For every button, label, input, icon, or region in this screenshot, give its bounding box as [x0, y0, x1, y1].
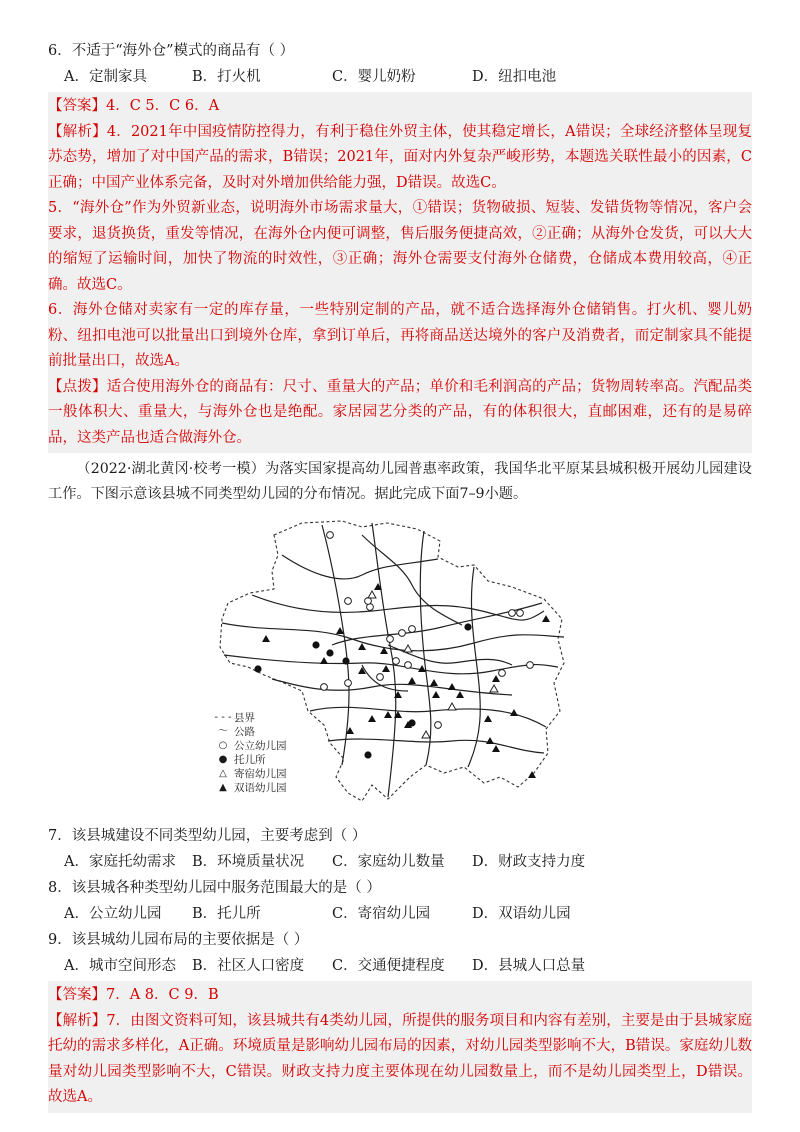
- nursery-markers: [254, 623, 471, 758]
- filled-triangle-icon: ▲: [219, 782, 227, 793]
- question-8-stem: 8．该县城各种类型幼儿园中服务范围最大的是（ ）: [48, 880, 381, 896]
- hollow-circle-icon: ○: [218, 740, 228, 751]
- answer-values: 4．C 5．C 6．A: [106, 98, 220, 114]
- question-7-options: [48, 849, 752, 875]
- q7-option-c: C．家庭幼儿数量: [332, 854, 445, 870]
- question-6-stem: 6．不适于“海外仓”模式的商品有（ ）: [48, 43, 295, 59]
- answer-label: 【答案】: [48, 987, 106, 1003]
- q9-option-b: B．社区人口密度: [192, 958, 305, 974]
- analysis-label: 【解析】: [48, 1012, 107, 1029]
- question-8-options: [48, 901, 752, 927]
- q9-option-a: A．城市空间形态: [64, 958, 176, 974]
- answer-label: 【答案】: [48, 98, 106, 114]
- q8-option-d: D．双语幼儿园: [472, 906, 571, 922]
- answer-values: 7．A 8．C 9．B: [106, 987, 219, 1003]
- question-7-stem: 7．该县城建设不同类型幼儿园，主要考虑到（ ）: [48, 828, 367, 844]
- q6-option-d: D．纽扣电池: [472, 69, 557, 85]
- q8-option-c: C．寄宿幼儿园: [332, 906, 431, 922]
- answer-line-2: [48, 983, 752, 1009]
- analysis-5: 5．“海外仓”作为外贸新业态，说明海外市场需求量大，①错误；货物破损、短装、发错货物等情况，客户会要求，退货换货，重发等情况，在海外仓内便可调整，售后服务便捷高效，②正确；从海外仓发货，可以大大的缩短了运输时间，加快了物流的时效性，③正确；海外仓需要支付海外仓储费，仓储成本费用较高，④正确。故选C。: [48, 200, 752, 293]
- legend-boarding-kindergarten: [212, 767, 287, 781]
- question-6-options: [48, 64, 752, 90]
- q9-option-d: D．县城人口总量: [472, 958, 586, 974]
- analysis-4: [48, 120, 752, 197]
- legend-county-boundary: [212, 711, 287, 725]
- county-boundary-symbol: - - -: [214, 712, 232, 723]
- question-9-stem: 9．该县城幼儿园布局的主要依据是（ ）: [48, 932, 309, 948]
- analysis-label: 【解析】: [48, 123, 107, 140]
- q9-option-c: C．交通便捷程度: [332, 958, 445, 974]
- q8-option-a: A．公立幼儿园: [64, 906, 162, 922]
- tip-1: [48, 375, 752, 452]
- q6-option-c: C．婴儿奶粉: [332, 69, 416, 85]
- tip-text: 适合使用海外仓的商品有：尺寸、重量大的产品；单价和毛利润高的产品；货物周转率高。汽配品类一般体积大、重量大，与海外仓也是绝配。家居园艺分类的产品，有的体积很大，直邮困难，还有的是易碎品，这类产品也适合做海外仓。: [48, 378, 753, 446]
- legend-road: [212, 725, 287, 739]
- document-page: [48, 38, 752, 1117]
- q6-option-b: B．打火机: [192, 69, 261, 85]
- answer-analysis-block-1: [48, 92, 752, 453]
- q8-option-b: B．托儿所: [192, 906, 261, 922]
- analysis-7: [48, 1009, 752, 1111]
- q6-option-a: A．定制家具: [64, 69, 147, 85]
- q7-option-b: B．环境质量状况: [192, 854, 305, 870]
- legend-public-kindergarten: [212, 739, 287, 753]
- analysis-7-text: 7．由图文资料可知，该县城共有4类幼儿园，所提供的服务项目和内容有差别，主要是由于县城家庭托幼的需求多样化，A正确。环境质量是影响幼儿园布局的因素，对幼儿园类型影响不大，B错误。家庭幼儿数量对幼儿园类型影响不大，C错误。财政支持力度主要体现在幼儿园数量上，而不是幼儿园类型上，D错误。故选A。: [48, 1012, 753, 1105]
- kindergarten-map: [212, 515, 572, 815]
- map-legend: [212, 711, 287, 795]
- legend-label: 托儿所: [234, 754, 266, 766]
- legend-nursery: [212, 753, 287, 767]
- q7-option-d: D．财政支持力度: [472, 854, 586, 870]
- passage-intro: （2022·湖北黄冈·校考一模）为落实国家提高幼儿园普惠率政策，我国华北平原某县城积极开展幼儿园建设工作。下图示意该县城不同类型幼儿园的分布情况。据此完成下面7–9小题。: [48, 461, 752, 502]
- legend-label: 公路: [234, 726, 255, 738]
- hollow-triangle-icon: △: [219, 768, 227, 779]
- filled-circle-icon: ●: [218, 754, 228, 765]
- tip-label: 【点拨】: [48, 378, 107, 395]
- question-9-options: [48, 953, 752, 979]
- analysis-4-text: 4．2021年中国疫情防控得力，有利于稳住外贸主体，使其稳定增长，A错误；全球经济整体呈现复苏态势，增加了对中国产品的需求，B错误；2021年，面对内外复杂严峻形势，本题选关联性最小的因素，C正确；中国产业体系完备，及时对外增加供给能力强，D错误。故选C。: [48, 123, 752, 191]
- answer-analysis-block-2: [48, 981, 752, 1113]
- legend-label: 双语幼儿园: [234, 782, 287, 794]
- legend-bilingual-kindergarten: [212, 781, 287, 795]
- answer-line-1: [48, 94, 752, 120]
- legend-label: 县界: [234, 712, 255, 724]
- analysis-6: 6．海外仓储对卖家有一定的库存量，一些特别定制的产品，就不适合选择海外仓储销售。打火机、婴儿奶粉、纽扣电池可以批量出口到境外仓库，拿到订单后，再将商品送达境外的客户及消费者，而定制家具不能提前批量出口，故选A。: [48, 302, 752, 369]
- road-symbol: 〜: [218, 726, 228, 737]
- legend-label: 公立幼儿园: [234, 740, 287, 752]
- legend-label: 寄宿幼儿园: [234, 768, 287, 780]
- q7-option-a: A．家庭托幼需求: [64, 854, 176, 870]
